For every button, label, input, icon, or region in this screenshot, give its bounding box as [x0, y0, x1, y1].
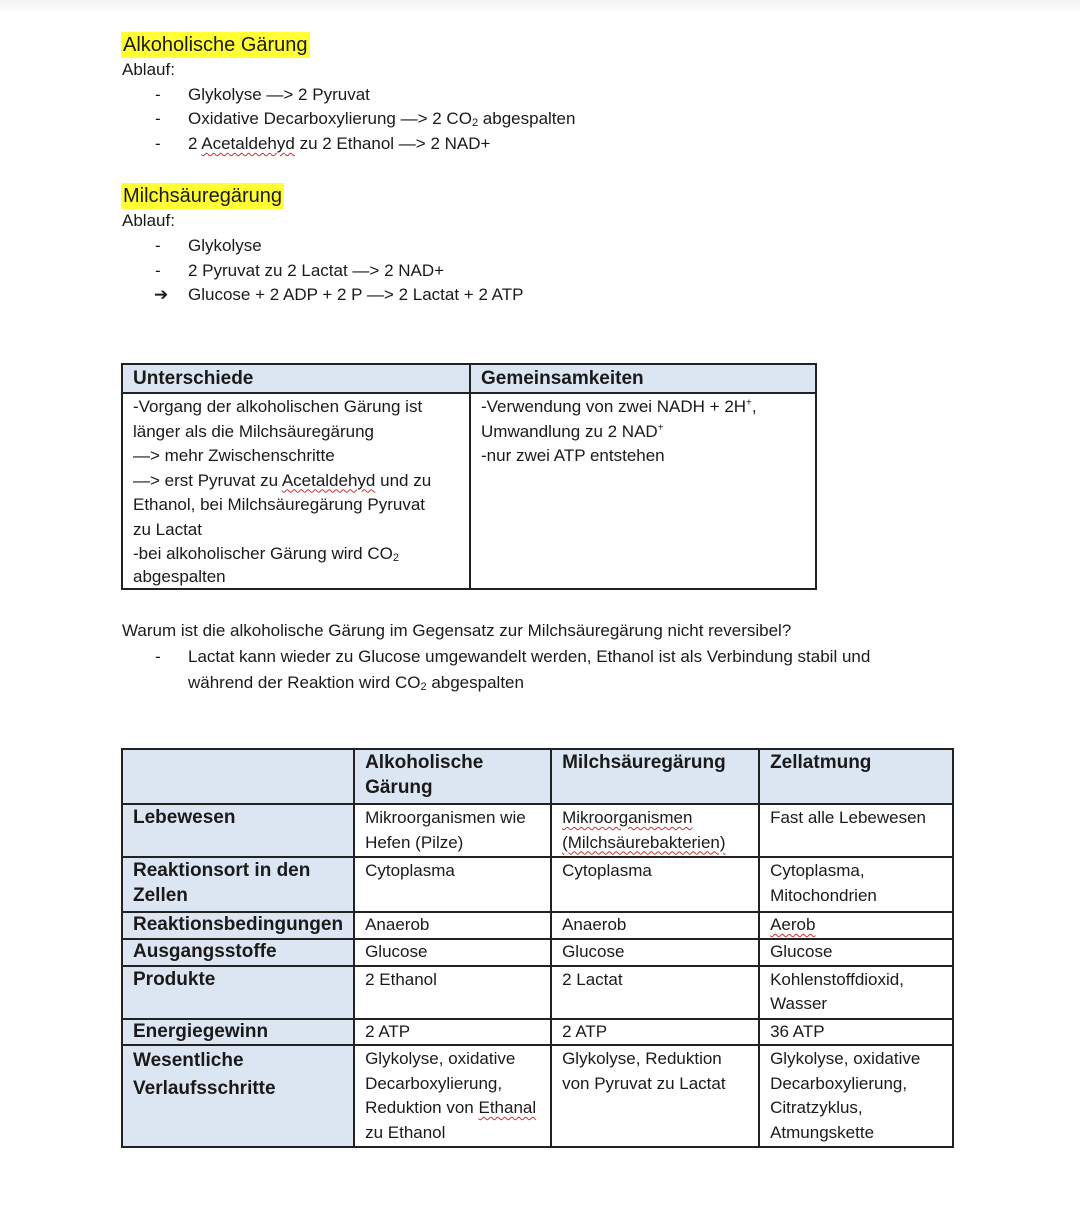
header-alkoholische-gaerung: Alkoholische Gärung — [354, 749, 551, 804]
row-label: Energiegewinn — [122, 1019, 354, 1046]
text — [133, 469, 459, 494]
text: abgespalten — [431, 673, 524, 692]
text — [481, 420, 805, 445]
answer-line — [188, 671, 524, 696]
text: -nur zwei ATP entstehen — [481, 446, 665, 465]
list-item — [188, 132, 490, 157]
cell: Glucose — [354, 939, 551, 966]
list-item — [188, 107, 575, 132]
cell: 2 Lactat — [551, 966, 759, 1019]
list-item: 2 Pyruvat zu 2 Lactat —> 2 NAD+ — [188, 261, 445, 280]
cell: Glykolyse, Reduktion von Pyruvat zu Lactat — [551, 1045, 759, 1147]
cell: Glykolyse, oxidative Decarboxylierung, Citratzyklus, Atmungskette — [759, 1045, 953, 1147]
cell: 2 ATP — [354, 1019, 551, 1046]
text: abgespalten — [133, 566, 226, 586]
bullet: - — [155, 134, 161, 153]
text — [133, 542, 459, 567]
ablauf-label: Ablauf: — [122, 60, 175, 79]
subscript: 2 — [420, 681, 427, 693]
cell: 2 ATP — [551, 1019, 759, 1046]
text: zu Lactat — [133, 519, 202, 539]
overview-table — [121, 748, 954, 1148]
question-text: Warum ist die alkoholische Gärung im Gegensatz zur Milchsäuregärung nicht reversibel? — [122, 621, 792, 640]
arrow-icon: ➔ — [154, 285, 169, 304]
text: -Verwendung von zwei NADH + 2H — [481, 397, 747, 416]
row-label: Reaktionsort in den Zellen — [122, 857, 354, 912]
heading-alkoholische-gaerung: Alkoholische Gärung — [123, 34, 308, 56]
bullet: - — [155, 261, 161, 280]
cell: Fast alle Lebewesen — [759, 804, 953, 857]
header-gemeinsamkeiten: Gemeinsamkeiten — [470, 364, 816, 393]
text: 2 — [188, 134, 202, 153]
ablauf-label: Ablauf: — [122, 211, 175, 230]
cell — [759, 912, 953, 939]
text: , — [751, 397, 757, 416]
superscript: + — [746, 397, 752, 409]
row-label: Ausgangsstoffe — [122, 939, 354, 966]
gemeinsamkeiten-cell — [470, 393, 816, 589]
list-item: Glucose + 2 ADP + 2 P —> 2 Lactat + 2 ATP — [188, 285, 524, 304]
misspelled-word: Acetaldehyd — [201, 134, 295, 153]
cell: Glucose — [759, 939, 953, 966]
cell: 36 ATP — [759, 1019, 953, 1046]
bullet: - — [155, 85, 161, 104]
text: länger als die Milchsäuregärung — [133, 421, 374, 441]
cell: Anaerob — [551, 912, 759, 939]
cell — [551, 804, 759, 857]
text: Oxidative Decarboxylierung —> 2 CO — [188, 109, 472, 128]
heading-milchsaeuregaerung: Milchsäuregärung — [123, 185, 282, 207]
list-item: Glykolyse — [188, 236, 262, 255]
text: -bei alkoholischer Gärung wird CO — [133, 544, 393, 563]
text: —> erst Pyruvat zu — [133, 470, 282, 490]
comparison-table — [121, 363, 817, 590]
text: zu 2 Ethanol —> 2 NAD+ — [299, 134, 491, 153]
row-label: Produkte — [122, 966, 354, 1019]
misspelled-word: Acetaldehyd — [281, 470, 376, 490]
header-zellatmung: Zellatmung — [759, 749, 953, 804]
row-label: Reaktionsbedingungen — [122, 912, 354, 939]
subscript: 2 — [392, 552, 399, 564]
top-edge — [0, 0, 1080, 14]
text: während der Reaktion wird CO — [188, 673, 421, 692]
text: -Vorgang der alkoholischen Gärung ist — [133, 397, 423, 416]
text: Ethanol, bei Milchsäuregärung Pyruvat — [133, 495, 425, 514]
text: Glykolyse, oxidative Decarboxylierung, Reduktion von — [365, 1049, 516, 1117]
cell: Kohlenstoffdioxid, Wasser — [759, 966, 953, 1019]
row-label: Wesentliche Verlaufsschritte — [122, 1045, 354, 1147]
cell: Glucose — [551, 939, 759, 966]
misspelled-word: Aerob — [770, 915, 816, 934]
row-label: Lebewesen — [122, 804, 354, 857]
text: abgespalten — [482, 109, 576, 128]
cell — [354, 1045, 551, 1147]
text: —> mehr Zwischenschritte — [133, 446, 335, 465]
cell: Cytoplasma, Mitochondrien — [759, 857, 953, 912]
bullet: - — [155, 647, 161, 666]
cell: Cytoplasma — [354, 857, 551, 912]
cell: Cytoplasma — [551, 857, 759, 912]
list-item: Glykolyse —> 2 Pyruvat — [188, 85, 370, 104]
text: Umwandlung zu 2 NAD — [481, 421, 658, 441]
text: zu Ethanol — [365, 1122, 446, 1142]
bullet: - — [155, 109, 161, 128]
cell: 2 Ethanol — [354, 966, 551, 1019]
text: und zu — [375, 470, 432, 490]
text: Mikroorganismen (Milchsäurebakterien) — [562, 808, 726, 852]
answer-line: Lactat kann wieder zu Glucose umgewandelt werden, Ethanol ist als Verbindung stabil und — [188, 647, 871, 666]
text — [481, 395, 805, 420]
unterschiede-cell — [122, 393, 470, 589]
superscript: + — [657, 421, 664, 433]
cell: Anaerob — [354, 912, 551, 939]
header-empty — [122, 749, 354, 804]
bullet: - — [155, 236, 161, 255]
header-milchsaeuregaerung: Milchsäuregärung — [551, 749, 759, 804]
cell: Mikroorganismen wie Hefen (Pilze) — [354, 804, 551, 857]
subscript: 2 — [471, 117, 479, 129]
misspelled-word: Ethanal — [478, 1098, 537, 1117]
header-unterschiede: Unterschiede — [122, 364, 470, 393]
